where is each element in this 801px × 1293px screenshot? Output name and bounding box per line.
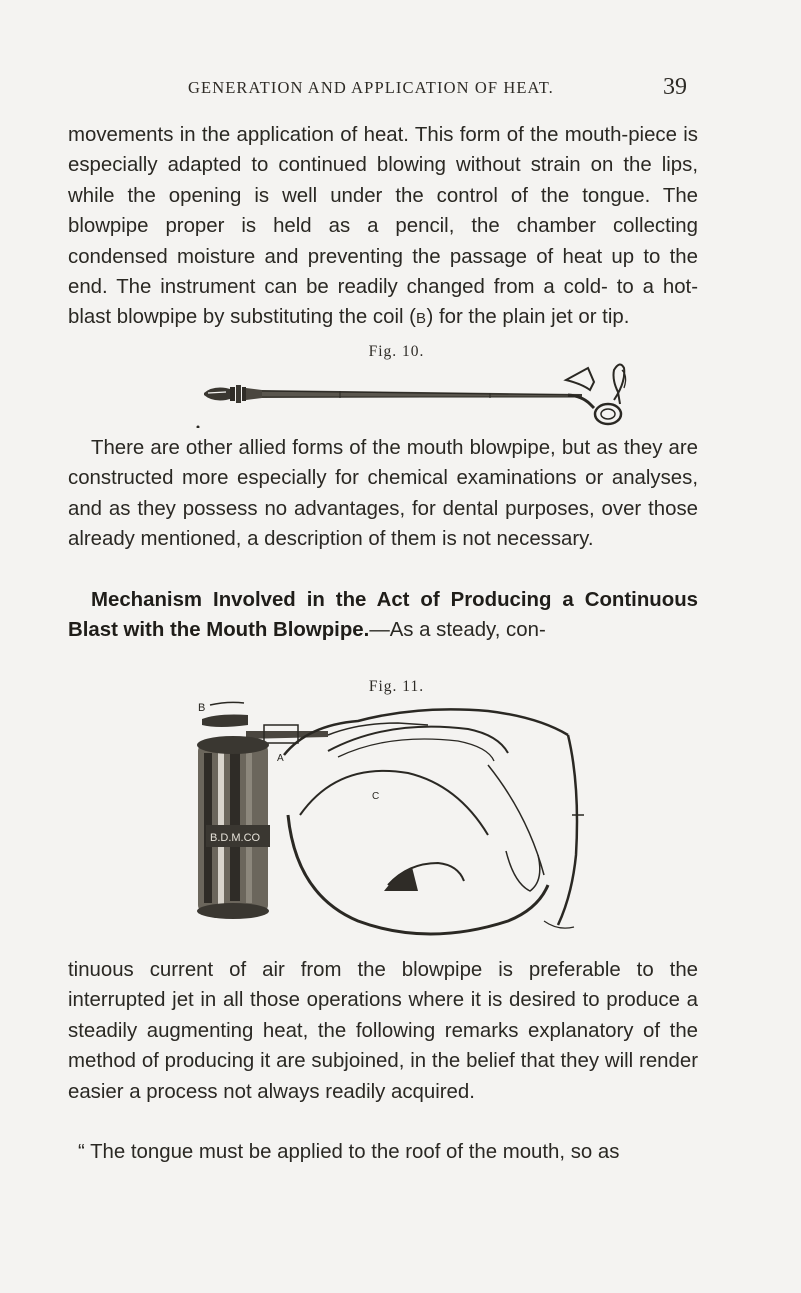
lamp-maker-stamp: B.D.M.CO <box>210 832 261 844</box>
page-number: 39 <box>663 74 687 100</box>
figure-label-b: B <box>198 702 206 714</box>
blowpipe-drawing <box>190 362 640 428</box>
paragraph-1 <box>68 120 698 335</box>
paragraph-5: “ The tongue must be applied to the roof of the mouth, so as <box>78 1141 620 1163</box>
paragraph-4: tinuous current of air from the blowpipe is preferable to the interrupted jet in all those operations where it is desired to produce a steadily augmenting heat, the following remarks explanatory of the method of producing it are subjoined, in the belief that they will render easier a process not always readily acquired. <box>68 959 698 1103</box>
figure-11-mouth-blowpipe-section <box>188 695 608 940</box>
page-header <box>0 74 801 106</box>
mouth-section-drawing <box>188 695 608 940</box>
coil-reference-letter: B <box>415 310 427 328</box>
paragraph-3 <box>68 585 698 646</box>
paragraph-3-text: —As a steady, con- <box>369 619 546 642</box>
figure-11-caption: Fig. 11. <box>368 678 425 695</box>
section-heading: Mechanism Involved in the Act of Producing a Continuous Blast with the Mouth Blowpipe. <box>68 589 698 642</box>
paragraph-2: There are other allied forms of the mouth blowpipe, but as they are constructed more especially for chemical examinations or analyses, and as they possess no advantages, for dental purposes, over those already mentioned, a description of them is not necessary. <box>68 437 698 551</box>
figure-label-a: A <box>277 753 284 764</box>
running-head: GENERATION AND APPLICATION OF HEAT. <box>188 78 554 97</box>
paragraph-1-text-b: ) for the plain jet or tip. <box>426 306 630 329</box>
paragraph-1-text-a: movements in the application of heat. This form of the mouth-piece is especially adapted to continued blowing without strain on the lips, while the opening is well under the control of the tongue. The blowpipe proper is held as a pencil, the chamber collecting condensed moisture and preventing the passage of heat up to the end. The instrument can be readily changed from a cold- to a hot-blast blowpipe by substituting the coil ( <box>68 124 698 329</box>
figure-10-caption: Fig. 10. <box>368 343 425 360</box>
figure-label-c: C <box>372 791 380 802</box>
figure-10-blowpipe-illustration <box>190 362 640 428</box>
